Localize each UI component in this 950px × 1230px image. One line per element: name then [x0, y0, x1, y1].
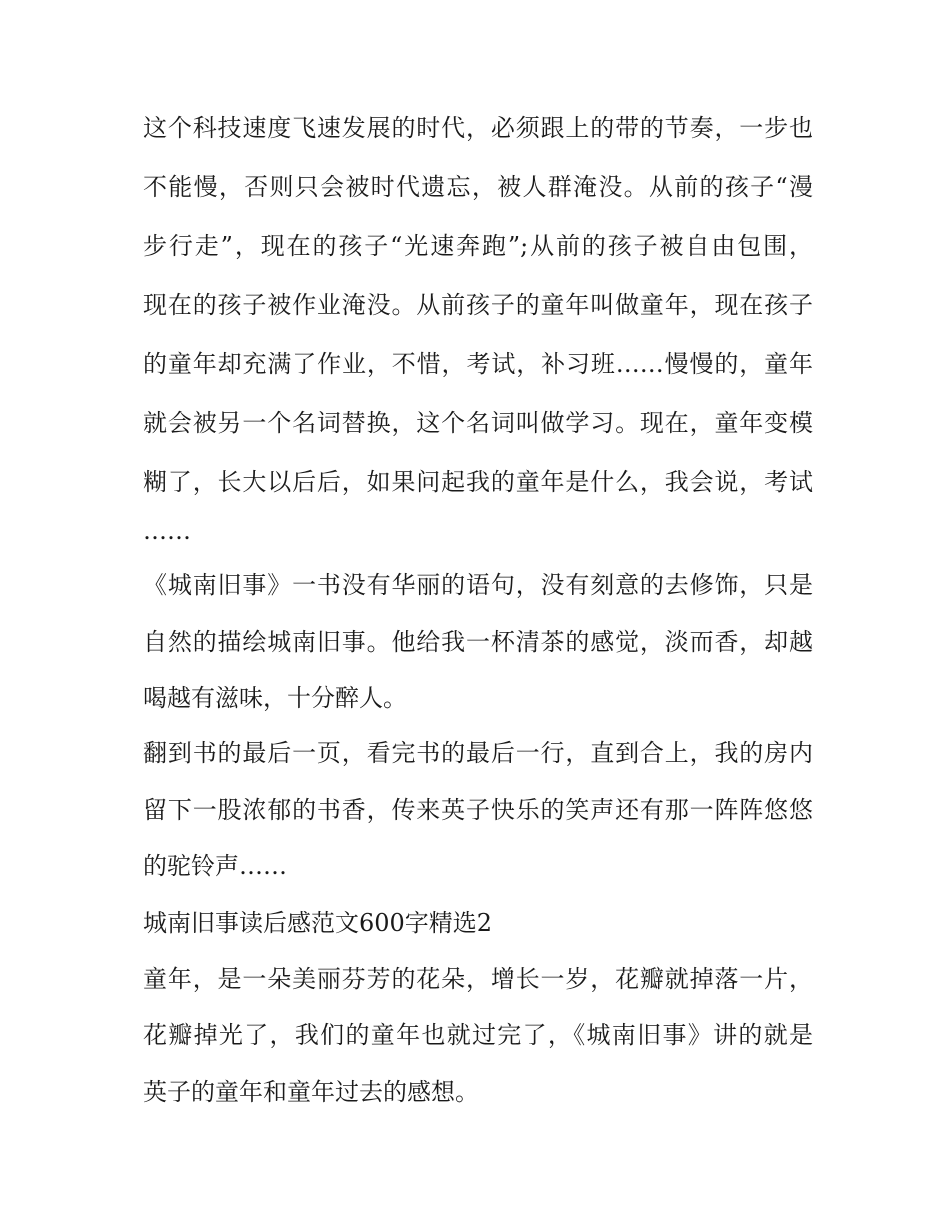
text-line: 这个科技速度飞速发展的时代，必须跟上的带的节奏，一步也 [143, 114, 813, 142]
text-line: 留下一股浓郁的书香，传来英子快乐的笑声还有那一阵阵悠悠 [143, 796, 813, 824]
text-line: 童年，是一朵美丽芬芳的花朵，增长一岁，花瓣就掉落一片， [143, 965, 813, 993]
text-line: 现在的孩子被作业淹没。从前孩子的童年叫做童年，现在孩子 [143, 291, 813, 319]
text-line: 自然的描绘城南旧事。他给我一杯清茶的感觉，淡而香，却越 [143, 628, 813, 656]
text-line: 喝越有滋味，十分醉人。 [143, 684, 407, 712]
text-line: 步行走”，现在的孩子“光速奔跑”;从前的孩子被自由包围， [143, 232, 813, 260]
text-line: 花瓣掉光了，我们的童年也就过完了，《城南旧事》讲的就是 [143, 1021, 813, 1049]
text-line: 糊了，长大以后后，如果问起我的童年是什么，我会说，考试 [143, 468, 813, 496]
text-line: …… [143, 517, 191, 545]
section-heading: 城南旧事读后感范文600字精选2 [143, 909, 493, 937]
text-line: 翻到书的最后一页，看完书的最后一行，直到合上，我的房内 [143, 739, 813, 767]
text-line: 的驼铃声…… [143, 852, 287, 880]
text-line: 英子的童年和童年过去的感想。 [143, 1078, 479, 1106]
text-line: 不能慢，否则只会被时代遗忘，被人群淹没。从前的孩子“漫 [143, 173, 813, 201]
text-line: 就会被另一个名词替换，这个名词叫做学习。现在，童年变模 [143, 409, 813, 437]
text-line: 《城南旧事》一书没有华丽的语句，没有刻意的去修饰，只是 [143, 571, 813, 599]
text-line: 的童年却充满了作业，不惜，考试，补习班……慢慢的，童年 [143, 350, 813, 378]
